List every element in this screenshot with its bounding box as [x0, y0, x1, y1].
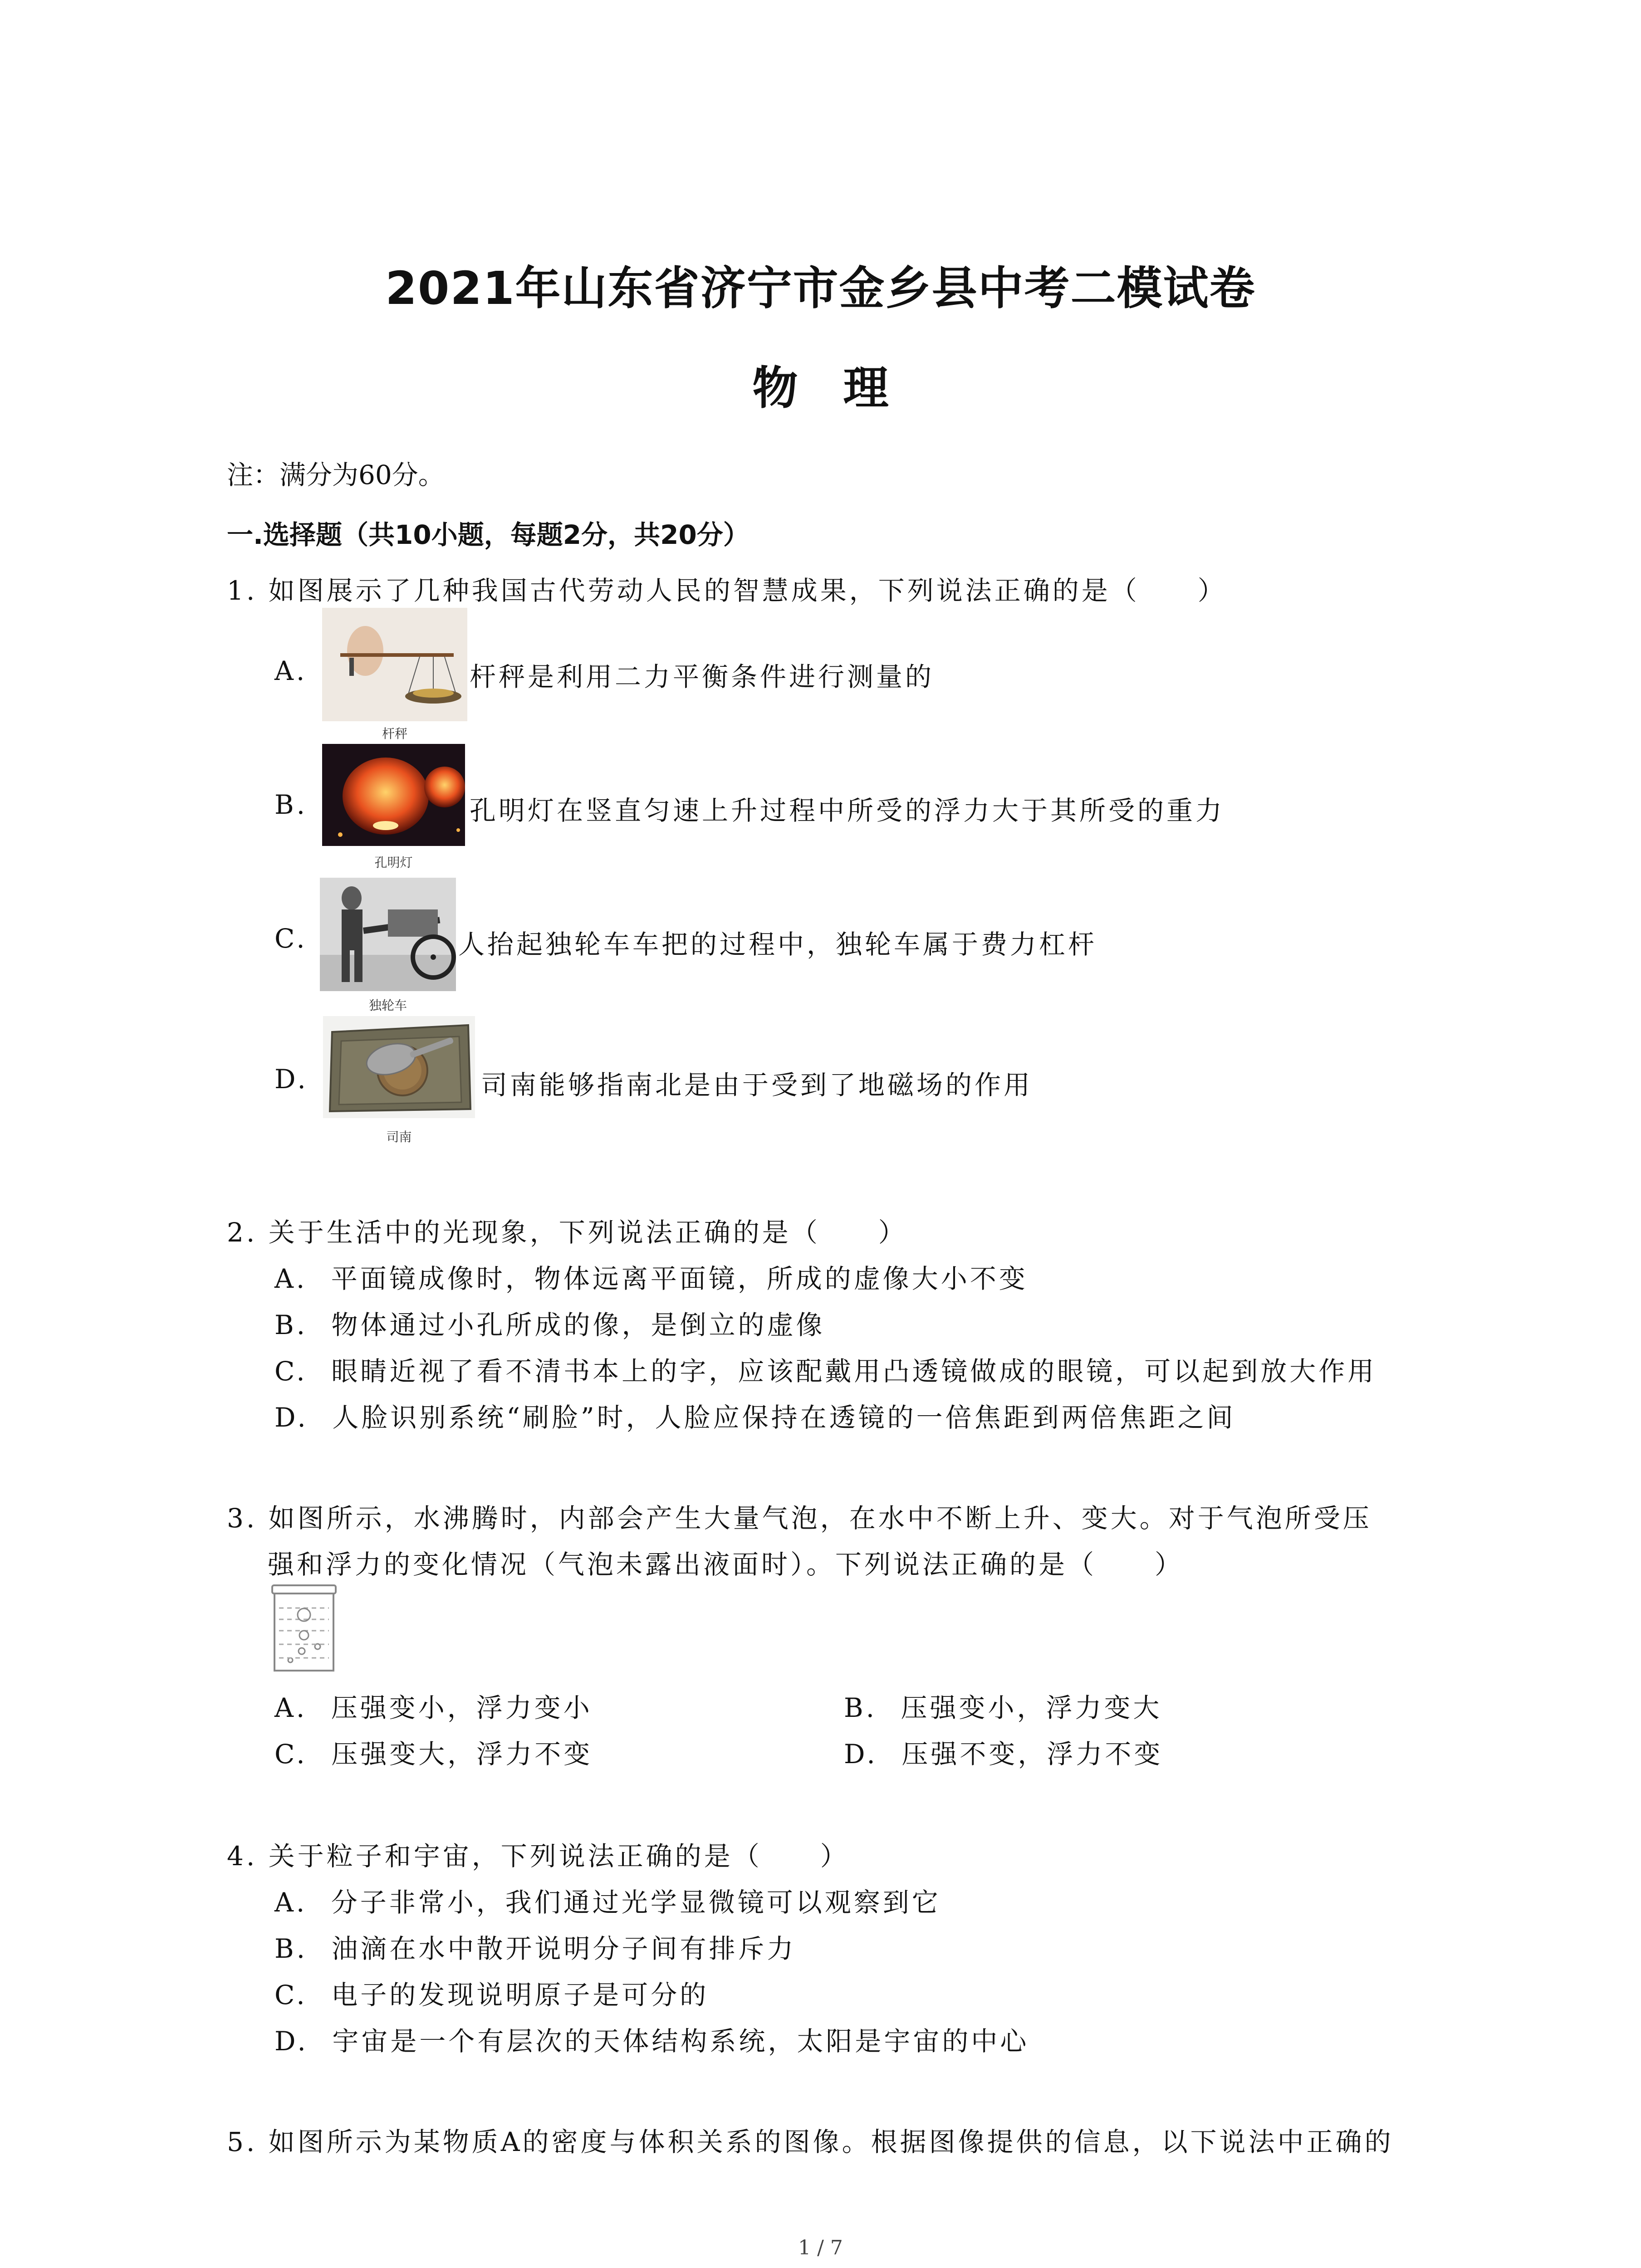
option-text: 物体通过小孔所成的像，是倒立的虚像: [331, 1310, 825, 1340]
option-text: 压强不变，浮力不变: [901, 1739, 1163, 1769]
sinan-compass-image: [323, 1016, 475, 1118]
score-note: 注：满分为60分。: [227, 459, 445, 490]
q3-option-c: [274, 1733, 593, 1771]
exam-title: 2021年山东省济宁市金乡县中考二模试卷: [385, 262, 1256, 315]
q1-option-b-text: 孔明灯在竖直匀速上升过程中所受的浮力大于其所受的重力: [470, 795, 1225, 826]
option-text: 压强变小，浮力变大: [901, 1692, 1162, 1723]
option-letter: C.: [274, 1739, 308, 1769]
option-letter: C.: [274, 1356, 308, 1387]
option-text: 油滴在水中散开说明分子间有排斥力: [331, 1933, 796, 1964]
option-letter: A.: [274, 1692, 308, 1723]
q4-option-a: [274, 1881, 941, 1919]
page-number: 1 / 7: [798, 2236, 843, 2259]
q4-option-c: [274, 1974, 709, 2012]
option-text: 压强变大，浮力不变: [331, 1739, 593, 1769]
option-text: 分子非常小，我们通过光学显微镜可以观察到它: [331, 1887, 941, 1918]
question-2-stem: 2. 关于生活中的光现象，下列说法正确的是（ ）: [227, 1217, 907, 1248]
q3-option-d: [844, 1733, 1163, 1771]
option-text: 人脸识别系统“刷脸”时，人脸应保持在透镜的一倍焦距到两倍焦距之间: [332, 1402, 1236, 1433]
sky-lantern-caption: 孔明灯: [374, 855, 413, 870]
q4-option-b: [274, 1927, 796, 1965]
q3-option-a: [274, 1686, 593, 1725]
q1-option-b-letter: B.: [274, 789, 308, 820]
wheelbarrow-image: [320, 878, 456, 991]
q2-option-d: [274, 1396, 1236, 1434]
subject-title: 物 理: [752, 362, 889, 415]
question-3-stem-line1: 3. 如图所示，水沸腾时，内部会产生大量气泡，在水中不断上升、变大。对于气泡所受压: [227, 1503, 1372, 1534]
option-text: 眼睛近视了看不清书本上的字，应该配戴用凸透镜做成的眼镜，可以起到放大作用: [331, 1356, 1377, 1387]
option-letter: D.: [844, 1739, 878, 1769]
question-4-stem: 4. 关于粒子和宇宙，下列说法正确的是（ ）: [227, 1841, 849, 1872]
option-letter: B.: [274, 1310, 308, 1340]
question-1-stem: 1. 如图展示了几种我国古代劳动人民的智慧成果，下列说法正确的是（ ）: [227, 575, 1227, 606]
option-letter: D.: [274, 2026, 309, 2057]
q4-option-d: [274, 2020, 1029, 2058]
q2-option-c: [274, 1350, 1376, 1388]
beaker-bubbles-icon: [268, 1583, 340, 1674]
question-5-stem: 5. 如图所示为某物质A的密度与体积关系的图像。根据图像提供的信息，以下说法中正确的: [227, 2126, 1394, 2157]
option-letter: B.: [844, 1692, 877, 1723]
q1-option-c-text: 人抬起独轮车车把的过程中，独轮车属于费力杠杆: [458, 929, 1097, 960]
option-letter: C.: [274, 1980, 308, 2010]
option-letter: A.: [274, 1263, 308, 1294]
steelyard-caption: 杆秤: [382, 726, 407, 741]
option-letter: B.: [274, 1933, 308, 1964]
q1-option-a-text: 杆秤是利用二力平衡条件进行测量的: [470, 661, 935, 692]
option-letter: D.: [274, 1402, 309, 1433]
option-text: 平面镜成像时，物体远离平面镜，所成的虚像大小不变: [331, 1263, 1028, 1294]
q3-option-b: [844, 1686, 1162, 1725]
q1-option-d-letter: D.: [274, 1064, 309, 1095]
q2-option-a: [274, 1257, 1028, 1295]
sky-lantern-image: [322, 744, 465, 846]
section-heading: 一.选择题（共10小题，每题2分，共20分）: [227, 519, 749, 550]
steelyard-image: [322, 608, 467, 721]
q2-option-b: [274, 1304, 825, 1342]
q1-option-d-text: 司南能够指南北是由于受到了地磁场的作用: [481, 1070, 1033, 1100]
question-3-stem-line2: 强和浮力的变化情况（气泡未露出液面时）。下列说法正确的是（ ）: [268, 1549, 1184, 1580]
option-letter: A.: [274, 1887, 308, 1918]
q1-option-c-letter: C.: [274, 923, 308, 954]
q1-option-a-letter: A.: [274, 655, 308, 686]
wheelbarrow-caption: 独轮车: [368, 998, 407, 1013]
option-text: 电子的发现说明原子是可分的: [331, 1980, 709, 2010]
option-text: 宇宙是一个有层次的天体结构系统，太阳是宇宙的中心: [332, 2026, 1029, 2057]
option-text: 压强变小，浮力变小: [331, 1692, 593, 1723]
sinan-caption: 司南: [386, 1129, 412, 1144]
